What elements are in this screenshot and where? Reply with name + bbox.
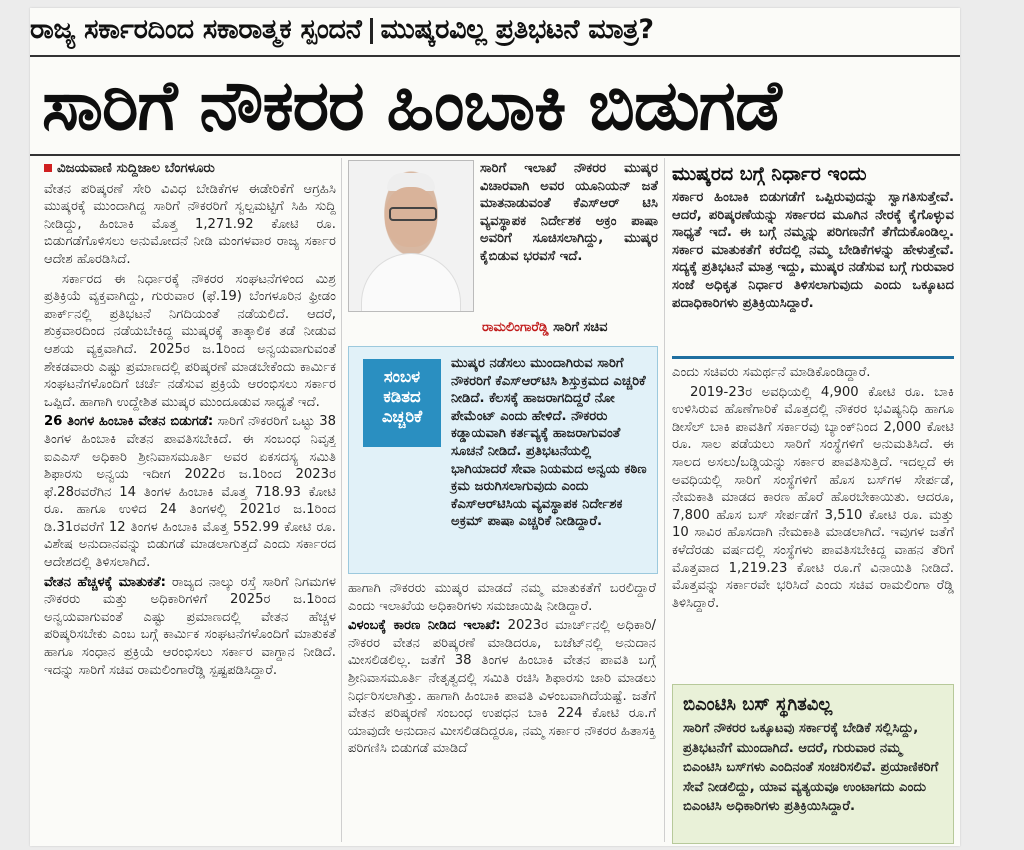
column-3-body	[672, 364, 954, 676]
bmtc-box	[672, 684, 954, 844]
col1-paragraph-text: ಸಾರಿಗೆ ನೌಕರರಿಗೆ ಒಟ್ಟು 38 ತಿಂಗಳ ಹಿಂಬಾಕಿ ವೇತನ ಪಾವತಿಸಬೇಕಿದೆ. ಈ ಸಂಬಂಧ ನಿವೃತ್ತ ಐಎಎಸ್ ಅಧಿಕಾರಿ ಶ್ರೀನಿವಾಸಮೂರ್ತಿ ಅವರ ಏಕಸದಸ್ಯ ಸಮಿತಿ ಶಿಫಾರಸು ಅನ್ವಯ ಇದೀಗ 2022ರ ಜ.1ರಿಂದ 2023ರ ಫೆ.28ರವರೆಗಿನ 14 ತಿಂಗಳ ಹಿಂಬಾಕಿ ಮೊತ್ತ 718.93 ಕೋಟಿ ರೂ. ಹಾಗೂ ಉಳಿದ 24 ತಿಂಗಳಲ್ಲಿ 2021ರ ಜ.1ರಿಂದ ಡಿ.31ರವರೆಗೆ 12 ತಿಂಗಳ ಹಿಂಬಾಕಿ ಮೊತ್ತ 552.99 ಕೋಟಿ ರೂ. ವಿಶೇಷ ಅನುದಾನವನ್ನು ಬಿಡುಗಡೆ ಮಾಡಲಾಗುತ್ತದೆ ಎಂದು ಸರ್ಕಾರದ ಆದೇಶದಲ್ಲಿ ತಿಳಿಸಲಾಗಿದೆ.	[44, 414, 336, 571]
col3-paragraph: ಎಂದು ಸಚಿವರು ಸಮರ್ಥನೆ ಮಾಡಿಕೊಂಡಿದ್ದಾರೆ.	[672, 365, 871, 380]
warning-text-body: ಮುಷ್ಕರ ನಡೆಸಲು ಮುಂದಾಗಿರುವ ಸಾರಿಗೆ ನೌಕರರಿಗೆ ಕೆಎಸ್‌ಆರ್‌ಟಿಸಿ ಶಿಸ್ತುಕ್ರಮದ ಎಚ್ಚರಿಕೆ ನೀಡಿದೆ. ಕೆಲಸಕ್ಕೆ ಹಾಜರಾಗದಿದ್ದರೆ ನೋ ಪೇಮೆಂಟ್ ಎಂದು ಹೇಳಿದೆ. ನೌಕರರು ಕಡ್ಡಾಯವಾಗಿ ಕರ್ತವ್ಯಕ್ಕೆ ಹಾಜರಾಗುವಂತೆ ಸೂಚನೆ ನೀಡಿದೆ. ಪ್ರತಿಭಟನೆಯಲ್ಲಿ ಭಾಗಿಯಾದರೆ ಸೇವಾ ನಿಯಮದ ಅನ್ವಯ ಕಠಿಣ ಕ್ರಮ ಜರುಗಿಸಲಾಗುವುದು ಎಂದು ಕೆಎಸ್‌ಆರ್‌ಟಿಸಿಯ ವ್ಯವಸ್ಥಾಪಕ ನಿರ್ದೇಶಕ ಅಕ್ರಮ್ ಪಾಷಾ ಎಚ್ಚರಿಕೆ ನೀಡಿದ್ದಾರೆ.	[451, 356, 647, 530]
col1-paragraph: ಸರ್ಕಾರದ ಈ ನಿರ್ಧಾರಕ್ಕೆ ನೌಕರರ ಸಂಘಟನೆಗಳಿಂದ ಮಿಶ್ರ ಪ್ರತಿಕ್ರಿಯೆ ವ್ಯಕ್ತವಾಗಿದ್ದು, ಗುರುವಾರ (ಫೆ.19) ಬೆಂಗಳೂರಿನ ಫ್ರೀಡಂ ಪಾರ್ಕ್‌ನಲ್ಲಿ ಪ್ರತಿಭಟನೆ ನಿಗದಿಯಂತೆ ನಡೆಯಲಿದೆ. ಆದರೆ, ಶುಕ್ರವಾರದಿಂದ ನಡೆಯಬೇಕಿದ್ದ ಮುಷ್ಕರಕ್ಕೆ ತಾತ್ಕಾಲಿಕ ತಡೆ ನೀಡುವ ಆಶಯ ವ್ಯಕ್ತವಾಗಿದೆ. 2025ರ ಜ.1ರಿಂದ ಅನ್ವಯವಾಗುವಂತೆ ಶೇಕಡವಾರು ಎಷ್ಟು ಪ್ರಮಾಣದಲ್ಲಿ ಪರಿಷ್ಕರಣೆ ಮಾಡಬೇಕೆಂದು ಕಾರ್ಮಿಕ ಸಂಘಟನೆಗಳೊಂದಿಗೆ ಚರ್ಚೆ ನಡೆಸುವ ಪ್ರಕ್ರಿಯೆ ಆರಂಭಿಸಲು ಸರ್ಕಾರ ಒಪ್ಪಿದೆ. ಹಾಗಾಗಿ ಉದ್ದೇಶಿತ ಮುಷ್ಕರ ಮುಂದೂಡುವ ಸಾಧ್ಯತೆ ಇದೆ.	[44, 271, 336, 410]
col1-paragraph-text: ರಾಜ್ಯದ ನಾಲ್ಕು ರಸ್ತೆ ಸಾರಿಗೆ ನಿಗಮಗಳ ನೌಕರರು ಮತ್ತು ಅಧಿಕಾರಿಗಳಿಗೆ 2025ರ ಜ.1ರಿಂದ ಅನ್ವಯವಾಗುವಂತೆ ಎಷ್ಟು ಪ್ರಮಾಣದಲ್ಲಿ ವೇತನ ಹೆಚ್ಚಳ ಪರಿಷ್ಕರಿಸಬೇಕು ಎಂಬ ಬಗ್ಗೆ ಕಾರ್ಮಿಕ ಸಂಘಟನೆಗಳೊಂದಿಗೆ ಮಾತುಕತೆ ಹಾಗೂ ಸಂಧಾನ ಪ್ರಕ್ರಿಯೆ ಆರಂಭಿಸಲು ಸರ್ಕಾರ ವಾಗ್ದಾನ ನೀಡಿದೆ. ಇದನ್ನು ಸಾರಿಗೆ ಸಚಿವ ರಾಮಲಿಂಗಾರೆಡ್ಡಿ ಸ್ಪಷ್ಟಪಡಿಸಿದ್ದಾರೆ.	[44, 574, 336, 678]
top-strip-left: ರಾಜ್ಯ ಸರ್ಕಾರದಿಂದ ಸಕಾರಾತ್ಮಕ ಸ್ಪಂದನೆ	[30, 14, 362, 45]
column-divider	[341, 158, 342, 842]
minister-photo	[348, 160, 474, 312]
warning-tag: ಸಂಬಳ ಕಡಿತದ ಎಚ್ಚರಿಕೆ	[363, 359, 441, 447]
warning-sidebar	[348, 346, 658, 574]
col2-paragraph: ಹಾಗಾಗಿ ನೌಕರರು ಮುಷ್ಕರ ಮಾಡದೆ ನಮ್ಮ ಮಾತುಕತೆಗೆ ಬರಲಿದ್ದಾರೆ ಎಂದು ಇಲಾಖೆಯ ಅಧಿಕಾರಿಗಳು ಸಮಜಾಯಿಷಿ ನೀಡಿದ್ದಾರೆ.	[348, 581, 656, 614]
col3-paragraph: 2019-23ರ ಅವಧಿಯಲ್ಲಿ 4,900 ಕೋಟಿ ರೂ. ಬಾಕಿ ಉಳಿಸಿರುವ ಹೊಣೆಗಾರಿಕೆ ಮೊತ್ತದಲ್ಲಿ ನೌಕರರ ಭವಿಷ್ಯನಿಧಿ ಹಾಗೂ ಡೀಸೆಲ್ ಬಾಕಿ ಪಾವತಿಗೆ ಸರ್ಕಾರವು ಬ್ಯಾಂಕ್‌ನಿಂದ 2,000 ಕೋಟಿ ರೂ. ಸಾಲ ಪಡೆಯಲು ಸಾರಿಗೆ ಸಂಸ್ಥೆಗಳಿಗೆ ಅನುಮತಿಸಿದೆ. ಈ ಸಾಲದ ಅಸಲು/ಬಡ್ಡಿಯನ್ನು ಸರ್ಕಾರ ಪಾವತಿಸುತ್ತಿದೆ. ಇದಲ್ಲದೆ ಈ ಅವಧಿಯಲ್ಲಿ ಸಾರಿಗೆ ಸಂಸ್ಥೆಗಳಿಗೆ ಹೊಸ ಬಸ್‌ಗಳ ಸೇರ್ಪಡೆ, ನೇಮಕಾತಿ ಮಾಡದ ಕಾರಣ ಹೊರೆ ಹೊರಬೇಕಾಯಿತು. ಆದರೂ, 7,800 ಹೊಸ ಬಸ್ ಸೇರ್ಪಡೆಗೆ 3,510 ಕೋಟಿ ರೂ. ಮತ್ತು 10 ಸಾವಿರ ಹೊಸದಾಗಿ ನೇಮಕಾತಿ ಮಾಡಲಾಗಿದೆ. ಇವುಗಳ ಜತೆಗೆ ಕಳೆದೆರಡು ವರ್ಷದಲ್ಲಿ ಸಂಸ್ಥೆಗಳು ಪಾವತಿಸಬೇಕಿದ್ದ ವಾಹನ ತೆರಿಗೆ ಮೊತ್ತವಾದ 1,219.23 ಕೋಟಿ ರೂ.ಗೆ ವಿನಾಯಿತಿ ನೀಡಿದೆ. ಮೊತ್ತವನ್ನು ಸರ್ಕಾರವೇ ಭರಿಸಿದೆ ಎಂದು ಸಚಿವ ರಾಮಲಿಂಗಾ ರೆಡ್ಡಿ ತಿಳಿಸಿದ್ದಾರೆ.	[672, 384, 954, 611]
col3-separator	[672, 356, 954, 359]
photo-caption-role: ಸಾರಿಗೆ ಸಚಿವ	[553, 320, 608, 335]
warning-text	[357, 355, 649, 531]
minister-quote-text: ಸಾರಿಗೆ ಇಲಾಖೆ ನೌಕರರ ಮುಷ್ಕರ ವಿಚಾರವಾಗಿ ಅವರ ಯೂನಿಯನ್ ಜತೆ ಮಾತನಾಡುವಂತೆ ಕೆಎಸ್‌ಆರ್ ಟಿಸಿ ವ್ಯವಸ್ಥಾಪಕ ನಿರ್ದೇಶಕ ಅಕ್ರಂ ಪಾಷಾ ಅವರಿಗೆ ಸೂಚಿಸಲಾಗಿದ್ದು, ಮುಷ್ಕರ ಕೈಬಿಡುವ ಭರವಸೆ ಇದೆ.	[480, 161, 658, 264]
top-strip-right: ಮುಷ್ಕರವಿಲ್ಲ ಪ್ರತಿಭಟನೆ ಮಾತ್ರ?	[380, 14, 654, 45]
photo-caption	[482, 320, 608, 335]
col1-inline-heading: ವೇತನ ಹೆಚ್ಚಳಕ್ಕೆ ಮಾತುಕತೆ:	[44, 574, 166, 590]
col1-paragraph	[44, 574, 336, 680]
col1-paragraph: ವೇತನ ಪರಿಷ್ಕರಣೆ ಸೇರಿ ವಿವಿಧ ಬೇಡಿಕೆಗಳ ಈಡೇರಿಕೆಗೆ ಆಗ್ರಹಿಸಿ ಮುಷ್ಕರಕ್ಕೆ ಮುಂದಾಗಿದ್ದ ಸಾರಿಗೆ ನೌಕರರಿಗೆ ಸ್ವಲ್ಪಮಟ್ಟಿಗೆ ಸಿಹಿ ಸುದ್ದಿ ನೀಡಿದ್ದು, ಹಿಂಬಾಕಿ ಮೊತ್ತ 1,271.92 ಕೋಟಿ ರೂ. ಬಿಡುಗಡೆಗೊಳಿಸಲು ಅನುಮೋದನೆ ನೀಡಿ ಮಂಗಳವಾರ ರಾಜ್ಯ ಸರ್ಕಾರ ಆದೇಶ ಹೊರಡಿಸಿದೆ.	[44, 181, 336, 267]
col3-quote: ಸರ್ಕಾರ ಹಿಂಬಾಕಿ ಬಿಡುಗಡೆಗೆ ಒಪ್ಪಿರುವುದನ್ನು ಸ್ವಾಗತಿಸುತ್ತೇವೆ. ಆದರೆ, ಪರಿಷ್ಕರಣೆಯನ್ನು ಸರ್ಕಾರದ ಮೂಗಿನ ನೇರಕ್ಕೆ ಕೈಗೊಳ್ಳುವ ಸಾಧ್ಯತೆ ಇದೆ. ಈ ಬಗ್ಗೆ ನಮ್ಮನ್ನು ಪರಿಗಣನೆಗೆ ತೆಗೆದುಕೊಂಡಿಲ್ಲ. ಸರ್ಕಾರ ಮಾತುಕತೆಗೆ ಕರೆದಲ್ಲಿ ನಮ್ಮ ಬೇಡಿಕೆಗಳನ್ನು ಹೇಳುತ್ತೇವೆ. ಸದ್ಯಕ್ಕೆ ಪ್ರತಿಭಟನೆ ಮಾತ್ರ ಇದ್ದು, ಮುಷ್ಕರ ನಡೆಸುವ ಬಗ್ಗೆ ಗುರುವಾರ ಸಂಜೆ ಅಧಿಕೃತ ನಿರ್ಧಾರ ತಿಳಿಸಲಾಗುವುದು ಎಂದು ಒಕ್ಕೂಟದ ಪದಾಧಿಕಾರಿಗಳು ಪ್ರತಿಕ್ರಿಯಿಸಿದ್ದಾರೆ.	[672, 190, 954, 311]
photo-shirt	[361, 253, 461, 312]
col1-paragraph	[44, 413, 336, 571]
photo-caption-name: ರಾಮಲಿಂಗಾರೆಡ್ಡಿ	[482, 320, 549, 335]
top-strip	[30, 8, 960, 52]
col1-inline-heading: 26 ತಿಂಗಳ ಹಿಂಬಾಕಿ ವೇತನ ಬಿಡುಗಡೆ:	[44, 414, 214, 430]
column-1	[44, 160, 336, 840]
col2-paragraph	[348, 617, 656, 758]
photo-glasses	[389, 207, 437, 221]
col2-paragraph-text: 2023ರ ಮಾರ್ಚ್‌ನಲ್ಲಿ ಅಧಿಕಾರಿ/ನೌಕರರ ವೇತನ ಪರಿಷ್ಕರಣೆ ಮಾಡಿದರೂ, ಬಜೆಟ್‌ನಲ್ಲಿ ಅನುದಾನ ಮೀಸಲಿಡಲಿಲ್ಲ. ಜತೆಗೆ 38 ತಿಂಗಳ ಹಿಂಬಾಕಿ ವೇತನ ಪಾವತಿ ಬಗ್ಗೆ ಶ್ರೀನಿವಾಸಮೂರ್ತಿ ನೇತೃತ್ವದಲ್ಲಿ ಸಮಿತಿ ರಚಿಸಿ ಶಿಫಾರಸು ಜಾರಿ ಮಾಡಲು ನಿರ್ಧರಿಸಲಾಗಿತ್ತು. ಹಾಗಾಗಿ ಹಿಂಬಾಕಿ ಪಾವತಿ ವಿಳಂಬವಾಗಿದೆಯಷ್ಟೆ. ಜತೆಗೆ ವೇತನ ಪರಿಷ್ಕರಣೆ ಸಂಬಂಧ ಉಪಧನ ಬಾಕಿ 224 ಕೋಟಿ ರೂ.ಗೆ ಯಾವುದೇ ಅನುದಾನ ಮೀಸಲಿಡದಿದ್ದರೂ, ನಮ್ಮ ಸರ್ಕಾರ ನೌಕರರ ಹಿತಾಸಕ್ತಿ ಪರಿಗಣಿಸಿ ಬಿಡುಗಡೆ ಮಾಡಿದೆ	[348, 618, 656, 757]
column-2-bottom	[348, 580, 656, 842]
bmtc-box-text: ಸಾರಿಗೆ ನೌಕರರ ಒಕ್ಕೂಟವು ಸರ್ಕಾರಕ್ಕೆ ಬೇಡಿಕೆ ಸಲ್ಲಿಸಿದ್ದು, ಪ್ರತಿಭಟನೆಗೆ ಮುಂದಾಗಿದೆ. ಆದರೆ, ಗುರುವಾರ ನಮ್ಮ ಬಿಎಂಟಿಸಿ ಬಸ್‌ಗಳು ಎಂದಿನಂತೆ ಸಂಚರಿಸಲಿವೆ. ಪ್ರಯಾಣಿಕರಿಗೆ ಸೇವೆ ನೀಡಲಿದ್ದು, ಯಾವ ವ್ಯತ್ಯಯವೂ ಉಂಟಾಗದು ಎಂದು ಬಿಎಂಟಿಸಿ ಅಧಿಕಾರಿಗಳು ಪ್ರತಿಕ್ರಿಯಿಸಿದ್ದಾರೆ.	[683, 721, 939, 814]
byline-text: ವಿಜಯವಾಣಿ ಸುದ್ದಿಜಾಲ ಬೆಂಗಳೂರು	[57, 161, 215, 176]
col2-inline-heading: ವಿಳಂಬಕ್ಕೆ ಕಾರಣ ನೀಡಿದ ಇಲಾಖೆ:	[348, 618, 501, 634]
column-divider	[664, 158, 665, 842]
headline-rule	[30, 154, 960, 156]
headline: ಸಾರಿಗೆ ನೌಕರರ ಹಿಂಬಾಕಿ ಬಿಡುಗಡೆ	[42, 66, 781, 146]
byline	[44, 160, 336, 178]
column-3-top	[672, 158, 954, 356]
newspaper-page	[30, 8, 960, 846]
minister-quote	[480, 160, 658, 316]
top-strip-separator	[370, 18, 373, 44]
bmtc-box-title: ಬಿಎಂಟಿಸಿ ಬಸ್ ಸ್ಥಗಿತವಿಲ್ಲ	[683, 694, 833, 715]
byline-marker-icon	[44, 164, 52, 172]
col3-subhead: ಮುಷ್ಕರದ ಬಗ್ಗೆ ನಿರ್ಧಾರ ಇಂದು	[672, 163, 867, 185]
top-rule	[30, 55, 960, 57]
